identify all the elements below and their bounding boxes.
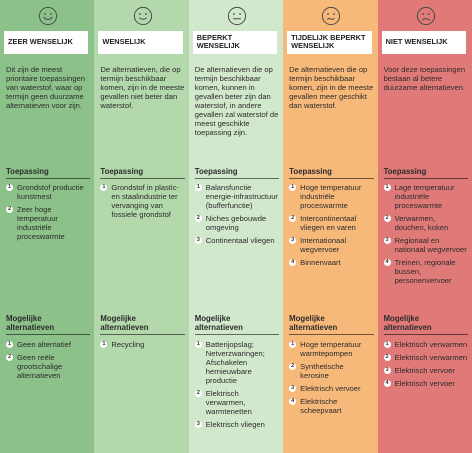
alternatieven-list [6, 340, 90, 384]
alternatieven-list [195, 340, 279, 433]
list-item [289, 214, 373, 232]
alternatieven-heading: Mogelijke alternatieven [194, 314, 243, 332]
column-intro: De alternatieven die op termijn beschikbaar komen, kunnen in gevallen beter zijn dan waterstof, in andere gevallen zal waterstof de meest geschikte toepassing zijn. [194, 65, 279, 137]
column-4 [283, 0, 377, 453]
column-3 [189, 0, 283, 453]
column-intro: De alternatieven, die op termijn beschikbaar komen, zijn in de meeste gevallen niet beter dan waterstof. [100, 65, 185, 110]
unsure-face-icon [289, 0, 373, 31]
section-divider [384, 178, 468, 179]
item-text: Balansfunctie energie-infrastructuur (bufferfunctie) [205, 183, 278, 210]
list-item [384, 258, 468, 285]
list-item [100, 183, 184, 219]
item-number-badge: 1 [7, 341, 12, 347]
item-text: Geen alternatief [17, 340, 72, 349]
list-item [6, 353, 90, 380]
column-title: TIJDELIJK BEPERKT WENSELIJK [287, 31, 371, 54]
happy-face-icon [100, 0, 184, 31]
item-text: Elektrisch vervoer [300, 384, 361, 393]
alternatieven-list [100, 340, 184, 353]
item-number-badge: 2 [291, 363, 295, 369]
item-number-badge: 2 [385, 354, 389, 360]
item-number-badge: 1 [196, 184, 200, 190]
alternatieven-list [384, 340, 468, 392]
item-number-badge: 3 [291, 237, 295, 243]
list-item [289, 397, 373, 415]
list-item [289, 236, 373, 254]
item-text: Regionaal en nationaal wegvervoer [394, 236, 467, 254]
list-item [195, 389, 279, 416]
item-text: Treinen, regionale bussen, personenvervoer [394, 258, 456, 285]
item-text: Synthetische kerosine [300, 362, 344, 380]
item-text: Elektrisch verwarmen [394, 353, 468, 362]
list-item [289, 183, 373, 210]
toepassing-heading: Toepassing [383, 167, 427, 176]
list-item [384, 183, 468, 210]
item-number-badge: 2 [196, 390, 200, 396]
neutral-face-icon [195, 0, 279, 31]
list-item [384, 236, 468, 254]
item-number-badge: 1 [291, 184, 295, 190]
column-2 [94, 0, 188, 453]
item-number-badge: 1 [102, 184, 106, 190]
item-number-badge: 1 [7, 184, 12, 190]
very-happy-face-icon [6, 0, 90, 31]
list-item [384, 340, 468, 349]
toepassing-heading: Toepassing [194, 167, 238, 176]
item-text: Grondstof in plastic- en staalindustrie ter vervanging van fossiele grondstof [111, 183, 179, 219]
item-number-badge: 2 [196, 215, 200, 221]
item-number-badge: 3 [385, 237, 389, 243]
item-text: Elektrisch vliegen [205, 420, 265, 429]
column-title: WENSELIJK [98, 31, 182, 54]
alternatieven-heading: Mogelijke alternatieven [6, 314, 55, 332]
list-item [384, 214, 468, 232]
column-1 [0, 0, 94, 453]
item-number-badge: 1 [385, 184, 389, 190]
section-divider [195, 178, 279, 179]
toepassing-heading: Toepassing [6, 167, 49, 176]
item-number-badge: 2 [7, 206, 12, 212]
item-number-badge: 1 [291, 341, 295, 347]
toepassing-list [289, 183, 373, 271]
list-item [289, 362, 373, 380]
item-number-badge: 3 [196, 421, 200, 427]
section-divider [289, 178, 373, 179]
item-text: Elektrische scheepvaart [300, 397, 342, 415]
toepassing-heading: Toepassing [289, 167, 332, 176]
list-item [289, 384, 373, 393]
list-item [195, 214, 279, 232]
item-text: Hoge temperatuur industriële proceswarmte [300, 183, 362, 210]
item-number-badge: 4 [291, 259, 295, 265]
list-item [195, 420, 279, 429]
column-title: ZEER WENSELIJK [4, 31, 88, 54]
item-text: Intercontinentaal vliegen en varen [300, 214, 357, 232]
item-text: Hoge temperatuur warmtepompen [300, 340, 362, 358]
item-number-badge: 4 [385, 259, 389, 265]
column-5 [378, 0, 472, 453]
item-text: Elektrisch verwarmen [394, 340, 468, 349]
item-text: Verwarmen, douchen, koken [394, 214, 449, 232]
item-text: Binnenvaart [300, 258, 341, 267]
item-text: Geen reële grootschalige alternatieven [17, 353, 63, 380]
section-divider [195, 334, 279, 335]
item-text: Elektrisch vervoer [394, 366, 455, 375]
toepassing-list [384, 183, 468, 289]
item-text: Recycling [111, 340, 145, 349]
item-text: Grondstof productie kunstmest [17, 183, 84, 201]
section-divider [289, 334, 373, 335]
list-item [289, 258, 373, 267]
section-divider [100, 334, 184, 335]
list-item [384, 353, 468, 362]
alternatieven-heading: Mogelijke alternatieven [383, 314, 432, 332]
item-text: Elektrisch vervoer [394, 379, 455, 388]
section-divider [384, 334, 468, 335]
list-item [384, 379, 468, 388]
toepassing-list [100, 183, 184, 223]
item-number-badge: 3 [385, 367, 389, 373]
item-text: Elektrisch verwarmen, warmtenetten [205, 389, 252, 416]
section-divider [6, 334, 90, 335]
item-number-badge: 4 [291, 398, 295, 404]
item-number-badge: 3 [196, 237, 200, 243]
column-intro: Voor deze toepassingen bestaan al betere duurzame alternatieven. [383, 65, 466, 92]
item-text: Continentaal vliegen [205, 236, 275, 245]
toepassing-list [195, 183, 279, 249]
item-number-badge: 1 [385, 341, 389, 347]
list-item [6, 205, 90, 241]
list-item [195, 236, 279, 245]
column-intro: Dit zijn de meest prioritaire toepassingen van waterstof, waar op termijn geen duurzame alternatieven voor zijn. [6, 65, 85, 110]
list-item [100, 340, 184, 349]
column-title: NIET WENSELIJK [382, 31, 466, 54]
column-title: BEPERKT WENSELIJK [193, 31, 277, 54]
list-item [195, 340, 279, 385]
column-intro: De alternatieven die op termijn beschikbaar komen, zijn in de meeste gevallen meer geschikt dan waterstof. [289, 65, 374, 110]
item-number-badge: 3 [291, 385, 295, 391]
list-item [384, 366, 468, 375]
section-divider [100, 178, 184, 179]
list-item [6, 340, 90, 349]
sad-face-icon [384, 0, 468, 31]
list-item [6, 183, 90, 201]
list-item [195, 183, 279, 210]
item-number-badge: 2 [291, 215, 295, 221]
item-number-badge: 2 [7, 354, 12, 360]
toepassing-list [6, 183, 90, 245]
item-number-badge: 1 [196, 341, 200, 347]
item-number-badge: 2 [385, 215, 389, 221]
alternatieven-heading: Mogelijke alternatieven [100, 314, 149, 332]
item-number-badge: 4 [385, 380, 389, 386]
item-text: Batterijopslag; Netverzwaringen; Afschakelen hernieuwbare productie [205, 340, 265, 385]
item-number-badge: 1 [102, 341, 106, 347]
section-divider [6, 178, 90, 179]
list-item [289, 340, 373, 358]
alternatieven-heading: Mogelijke alternatieven [289, 314, 338, 332]
alternatieven-list [289, 340, 373, 419]
toepassing-heading: Toepassing [100, 167, 144, 176]
item-text: Zeer hoge temperatuur industriële proceswarmte [17, 205, 65, 241]
item-text: Lage temperatuur industriële proceswarmte [394, 183, 455, 210]
item-text: Internationaal wegvervoer [300, 236, 347, 254]
item-text: Niches gebouwde omgeving [205, 214, 267, 232]
